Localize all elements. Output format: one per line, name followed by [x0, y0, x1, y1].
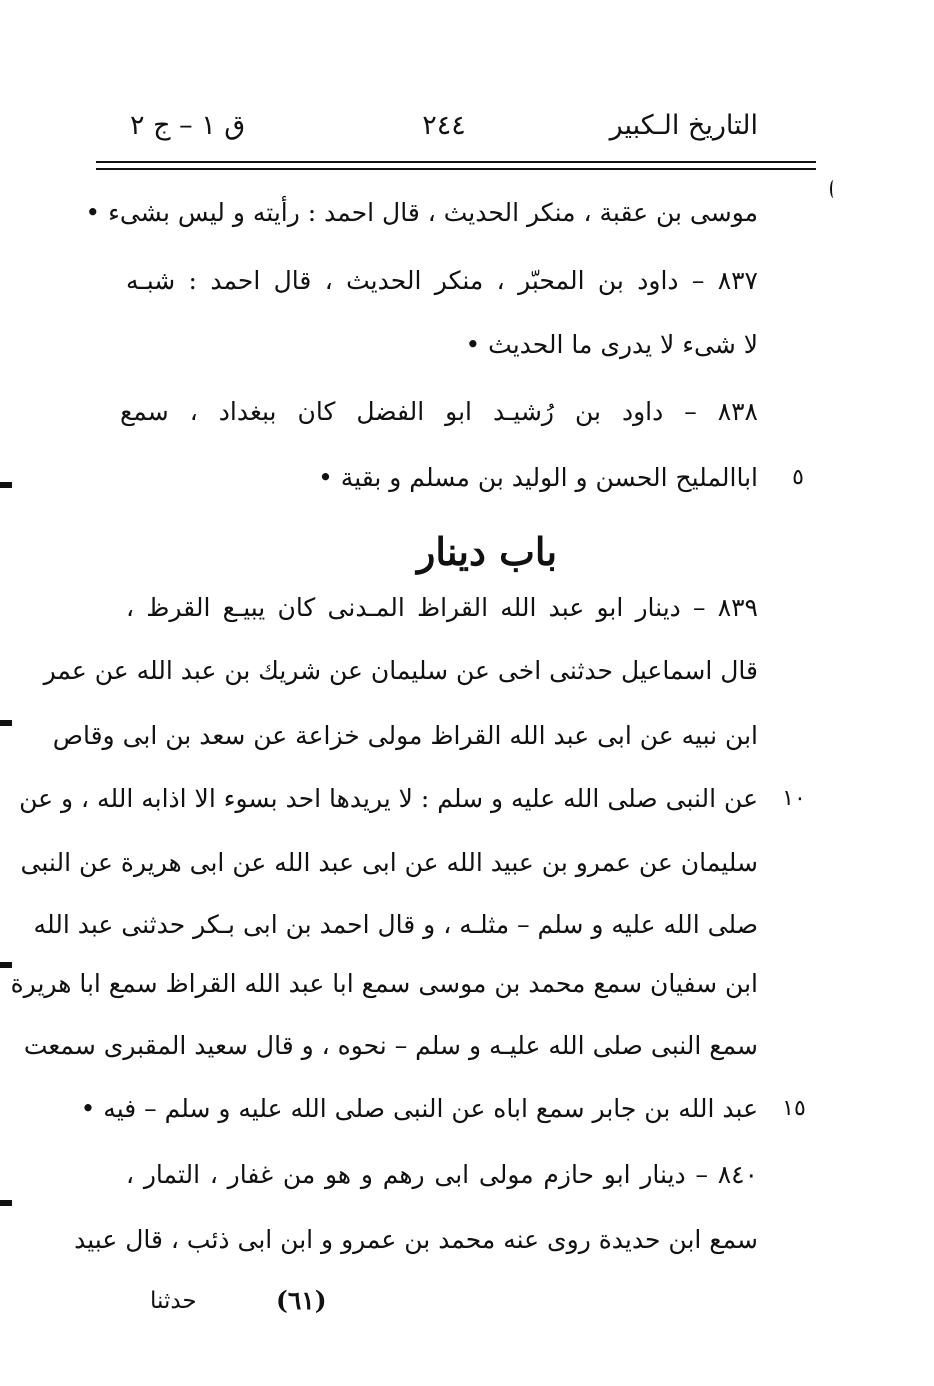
running-header	[130, 106, 758, 150]
text-line: قال اسماعيل حدثنى اخى عن سليمان عن شريك بن عبد الله عن عمر	[43, 656, 758, 685]
text-line: عبد الله بن جابر سمع اباه عن النبى صلى الله عليه و سلم – فيه •	[80, 1094, 758, 1123]
header-rule-double	[96, 168, 816, 170]
text-line: سمع ابن حديدة روى عنه محمد بن عمرو و ابن ابى ذئب ، قال عبيد	[74, 1225, 758, 1254]
book-title: التاريخ الـكبير	[609, 110, 758, 141]
entry-840: ٨٤٠ – دينار ابو حازم مولى ابى رهم و هو من غفار ، التمار ،	[126, 1160, 758, 1189]
signature-folio: (٦١)	[276, 1286, 327, 1315]
line-number-10: ١٠	[782, 786, 806, 811]
page-number: ٢٤٤	[422, 110, 466, 141]
line-number-15: ١٥	[782, 1096, 806, 1121]
text-line: صلى الله عليه و سلم – مثلـه ، و قال احمد بن ابى بـكر حدثنى عبد الله	[33, 910, 758, 939]
text-line: سليمان عن عمرو بن عبيد الله عن ابى عبد الله عن ابى هريرة عن النبى	[20, 848, 758, 877]
entry-838: ٨٣٨ – داود بن رُشيـد ابو الفضل كان ببغداد ، سمع	[120, 397, 758, 426]
edge-mark	[0, 962, 12, 968]
text-line: اباالمليح الحسن و الوليد بن مسلم و بقية •	[318, 463, 758, 492]
edge-mark	[0, 720, 12, 726]
edge-mark	[0, 1200, 12, 1206]
header-rule	[96, 161, 816, 163]
margin-mark	[830, 180, 837, 198]
text-line: ابن سفيان سمع محمد بن موسى سمع ابا عبد الله القراظ سمع ابا هريرة	[10, 969, 758, 998]
text-line: سمع النبى صلى الله عليـه و سلم – نحوه ، و قال سعيد المقبرى سمعت	[23, 1031, 758, 1060]
text-line: موسى بن عقبة ، منكر الحديث ، قال احمد : رأيته و ليس بشىء •	[85, 198, 758, 227]
chapter-heading: باب دينار	[416, 529, 558, 574]
edge-mark	[0, 482, 12, 488]
text-line: عن النبى صلى الله عليه و سلم : لا يريدها احد بسوء الا اذابه الله ، و عن	[19, 784, 758, 813]
part-volume-label: ق ١ – ج ٢	[130, 110, 246, 141]
text-line: ابن نبيه عن ابى عبد الله القراظ مولى خزاعة عن سعد بن ابى وقاص	[52, 721, 758, 750]
line-number-5: ٥	[792, 465, 804, 490]
catchword: حدثنا	[150, 1288, 197, 1314]
text-line: لا شىء لا يدرى ما الحديث •	[465, 330, 758, 359]
entry-837: ٨٣٧ – داود بن المحبّر ، منكر الحديث ، قال احمد : شبـه	[126, 266, 758, 295]
entry-839: ٨٣٩ – دينار ابو عبد الله القراظ المـدنى كان يبيـع القرظ ،	[126, 593, 758, 622]
